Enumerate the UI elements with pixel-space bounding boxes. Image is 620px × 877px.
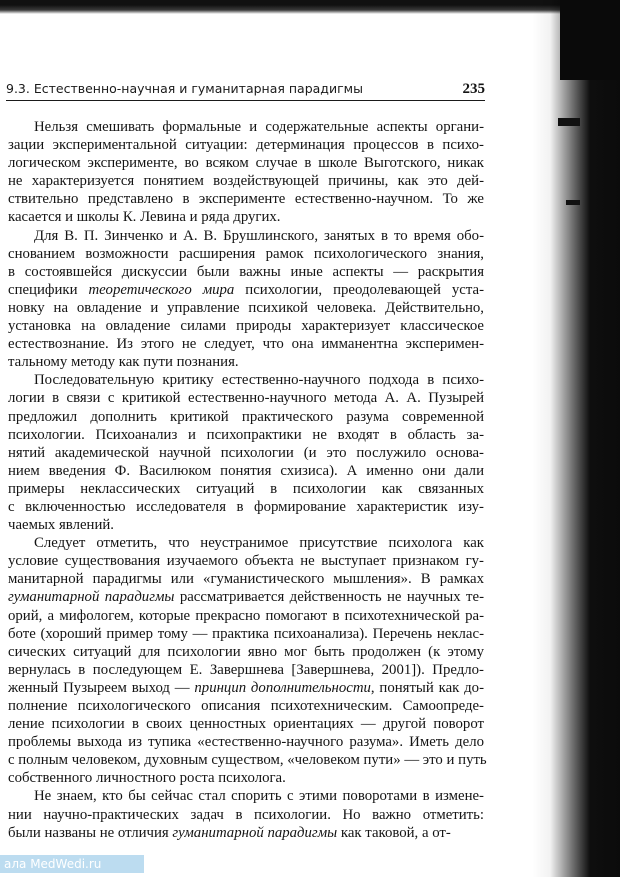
text-line: вернулась в последующем Е. Завершнева [Завершнева, 2001]). Предло-: [8, 661, 484, 678]
text-line: логическом эксперименте, во всяком случае в школе Выготского, никак: [8, 155, 484, 172]
text-line: предложил дополнить критикой практического разума современной: [8, 408, 484, 425]
text-line: сических ситуаций для психологии явно мог быть продолжен (к этому: [8, 643, 484, 660]
text-line: нятий академической научной психологии (и это послужило основа-: [8, 444, 484, 461]
watermark-tag: ала MedWedi.ru: [0, 855, 144, 873]
text-line: нием введения Ф. Василюком понятия схизиса). А именно они дали: [8, 462, 484, 479]
text-line: с полным человеком, духовным существом, «человеком пути» — это и путь: [8, 752, 487, 769]
text-line: Не знаем, кто бы сейчас стал спорить с этими поворотами в измене-: [34, 788, 484, 805]
text-line: нии научно-практических задач в психологии. Но важно отметить:: [8, 806, 484, 823]
text-line: психологии. Психоанализ и психопрактики не входят в область за-: [8, 426, 484, 443]
text-line: не характеризуется понятием воздействующей причины, как это дей-: [8, 173, 484, 190]
emphasis: теоретического мира: [88, 281, 235, 298]
page-number: 235: [462, 81, 485, 97]
text-line: ление психологии в своих ценностных ориентациях — другой поворот: [8, 716, 484, 733]
text-line: новку на овладение и управление психикой человека. Действительно,: [8, 299, 484, 316]
text-line: Последовательную критику естественно-научного подхода в психо-: [34, 372, 484, 389]
text-line: Нельзя смешивать формальные и содержательные аспекты органи-: [34, 119, 484, 135]
text-line: в состоявшейся дискуссии были важны иные аспекты — раскрытия: [8, 263, 484, 280]
text-line: боте (хороший пример тому — практика психоанализа). Перечень неклас-: [8, 625, 484, 642]
text-line: женный Пузыреем выход — принцип дополнительности, понятый как до-: [8, 679, 484, 696]
text-line: снованием возможности расширения рамок психологического знания,: [8, 245, 484, 262]
text-line: условие существования изучаемого объекта не выступает признаком гу-: [8, 553, 484, 570]
text-line: манитарной парадигмы или «гуманистического мышления». В рамках: [8, 571, 484, 588]
text-line: специфики теоретического мира психологии, преодолевающей уста-: [8, 281, 484, 298]
text-line: чаемых явлений.: [8, 517, 114, 534]
paragraph: [8, 371, 484, 534]
text-line: примеры неклассических ситуаций в психологии как связанных: [8, 480, 484, 497]
text-line: тальному методу как пути познания.: [8, 354, 239, 371]
text-line: орий, а мифологем, которые прекрасно помогают в психотехнической ра-: [8, 607, 484, 624]
text-line: полнение психологического описания психотехническим. Самоопреде-: [8, 698, 484, 714]
scan-mark: [558, 118, 580, 126]
emphasis: принцип дополнительности: [194, 679, 371, 696]
text-line: установка на овладение силами природы характеризует классическое: [8, 318, 484, 335]
body-text: [8, 118, 487, 842]
paragraph: [8, 118, 484, 227]
text-line: логии в связи с критикой естественно-научного метода А. А. Пузырей: [8, 390, 484, 407]
text-line: проблемы выхода из тупика «естественно-научного разума». Иметь дело: [8, 734, 484, 751]
text-line: гуманитарной парадигмы рассматривается действенность не научных те-: [8, 589, 484, 606]
text-line: собственного личностного роста психолога.: [8, 770, 286, 787]
text-line: Следует отметить, что неустранимое присутствие психолога как: [34, 535, 484, 552]
section-title: 9.3. Естественно-научная и гуманитарная парадигмы: [6, 81, 363, 96]
emphasis: гуманитарной парадигмы: [8, 589, 175, 606]
text-line: естествознание. Из этого не следует, что она имманентна эксперимен-: [8, 336, 484, 353]
text-line: Для В. П. Зинченко и А. В. Брушлинского, занятых в то время обо-: [34, 227, 484, 244]
paragraph: [8, 227, 484, 372]
emphasis: гуманитарной парадигмы: [172, 824, 338, 841]
paragraph: [8, 787, 484, 841]
running-header: [6, 82, 485, 101]
text-line: зации экспериментальной ситуации: детерминация процессов в психо-: [8, 137, 484, 154]
text-line: ствительно представлено в эксперименте естественно-научном. То же: [8, 191, 484, 208]
text-line: касается и школы К. Левина и ряда других.: [8, 209, 281, 226]
paragraph: [8, 534, 487, 787]
text-line: были названы не отличия гуманитарной парадигмы как таковой, а от-: [8, 824, 451, 841]
text-line: с включенностью исследователя в формирование характеристик изу-: [8, 498, 484, 515]
scan-mark: [566, 200, 580, 205]
scan-corner: [560, 0, 620, 80]
